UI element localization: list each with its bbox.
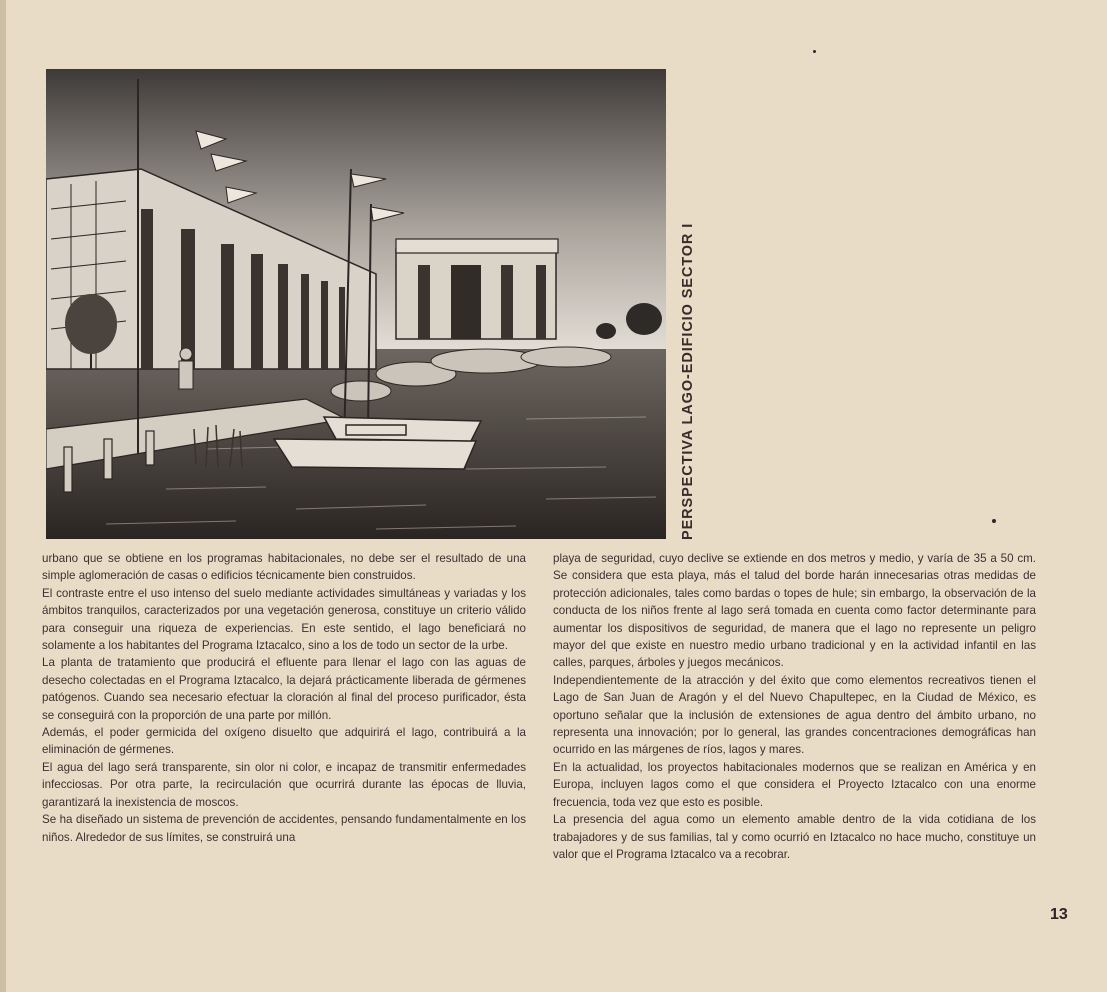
paragraph: La presencia del agua como un elemento amable dentro de la vida cotidiana de los trabajadores y de sus familias, tal y como ocurrió en Iztacalco no hace mucho, constituye un valor que el Programa Iztacalco va a recobrar. bbox=[553, 813, 1036, 861]
print-speck bbox=[992, 519, 996, 523]
paragraph: El agua del lago será transparente, sin olor ni color, e incapaz de transmitir enfermedades infecciosas. Por otra parte, la recirculación que ocurrirá durante las épocas de lluvia, garantizará la inexistencia de moscos. bbox=[42, 760, 526, 809]
illustration-drawing bbox=[46, 69, 666, 539]
paragraph: Además, el poder germicida del oxígeno disuelto que adquirirá el lago, contribuirá a la eliminación de gérmenes. bbox=[42, 726, 526, 757]
paragraph: El contraste entre el uso intenso del suelo mediante actividades simultáneas y variadas y los ámbitos tranquilos, caracterizados por una vegetación generosa, constituye un criterio válido para conseguir una riqueza de experiencias. En este sentido, el lago beneficiará no solamente a los habitantes del Programa Iztacalco, sino a los de todo un sector de la urbe. bbox=[42, 586, 526, 653]
paragraph: La planta de tratamiento que producirá el efluente para llenar el lago con las aguas de desecho colectadas en el Programa Iztacalco, la dejará prácticamente liberada de gérmenes patógenos. Cuando sea necesario efectuar la cloración al final del proceso purificador, ésta se conseguirá con la proporción de una parte por millón. bbox=[42, 656, 526, 722]
paragraph: urbano que se obtiene en los programas habitacionales, no debe ser el resultado de una simple aglomeración de casas o edificios técnicamente bien construidos. bbox=[42, 552, 526, 583]
lake-building-illustration bbox=[46, 69, 666, 539]
print-speck bbox=[813, 50, 816, 53]
left-text-column bbox=[42, 550, 526, 846]
paragraph: En la actualidad, los proyectos habitacionales modernos que se realizan en América y en Europa, incluyen lagos como el que considera el Proyecto Iztacalco con una enorme frecuencia, toda vez que esto es posible. bbox=[553, 760, 1036, 809]
paragraph: Independientemente de la atracción y del éxito que como elementos recreativos tienen el Lago de San Juan de Aragón y el del Nuevo Chapultepec, en la Ciudad de México, es oportuno señalar que la inclusión de extensiones de agua dentro del ámbito urbano, no representa una innovación; por lo general, las grandes concentraciones demográficas han ocurrido en las márgenes de ríos, lagos y mares. bbox=[553, 673, 1036, 757]
paragraph: playa de seguridad, cuyo declive se extiende en dos metros y medio, y varía de 35 a 50 cm. Se considera que esta playa, más el talud del borde harán innecesarias otras medidas de protección adicionales, tales como bardas o topes de hule; sin embargo, la observación de la conducta de los niños frente al lago será tomada en cuenta como factor determinante para aumentar los dispositivos de seguridad, de manera que el lago no represente un peligro mayor del que existe en nuestro medio urbano tradicional y en la actividad infantil en las calles, parques, árboles y juegos mecánicos. bbox=[553, 552, 1036, 670]
paragraph: Se ha diseñado un sistema de prevención de accidentes, pensando fundamentalmente en los niños. Alrededor de sus límites, se construirá una bbox=[42, 813, 526, 844]
page-number: 13 bbox=[1050, 906, 1068, 923]
page-edge bbox=[0, 0, 6, 992]
figure-person bbox=[179, 348, 193, 389]
distant-building bbox=[396, 239, 558, 339]
right-text-column bbox=[553, 550, 1036, 863]
illustration-caption: PERSPECTIVA LAGO-EDIFICIO SECTOR I bbox=[680, 222, 696, 540]
